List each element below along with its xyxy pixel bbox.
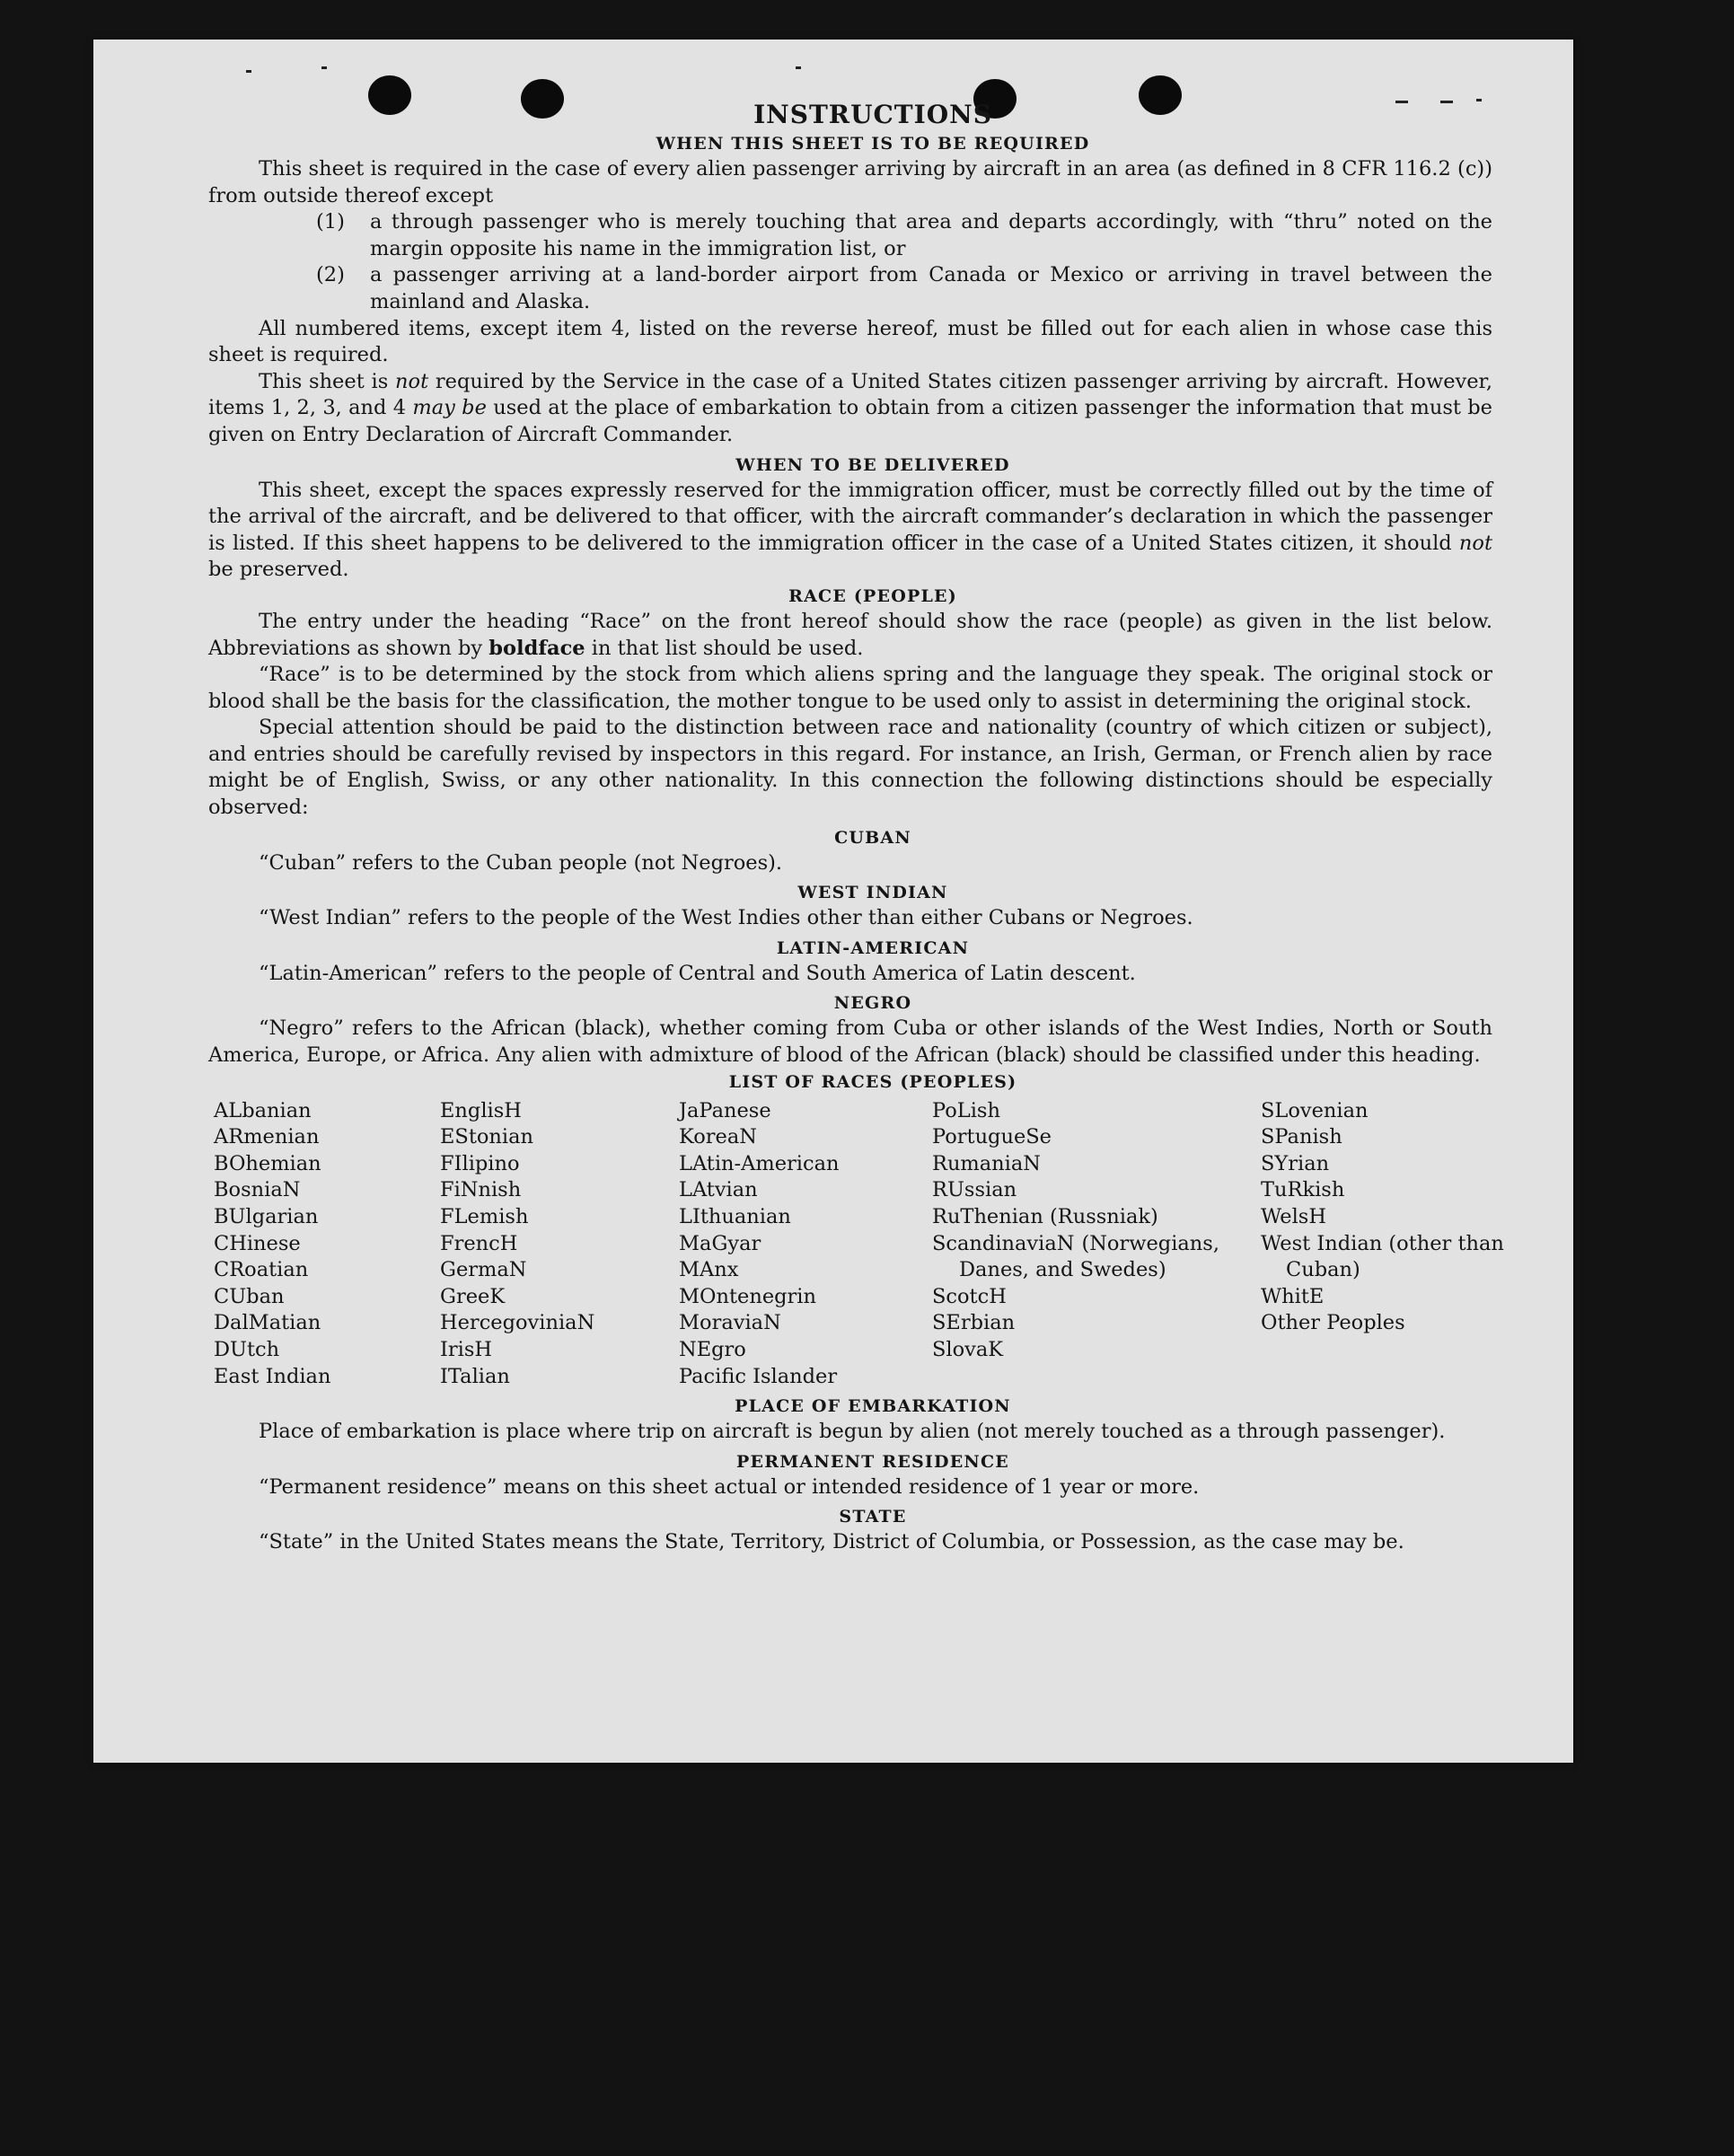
latin-american-text: “Latin-American” refers to the people of Central and South America of Latin descent. xyxy=(259,961,1136,985)
west-indian-text: “West Indian” refers to the people of the West Indies other than either Cubans or Negroes. xyxy=(259,906,1193,930)
required-intro: This sheet is required in the case of every alien passenger arriving by aircraft in an area (as defined in 8 CFR 116.2 (c)) from outside thereof except xyxy=(208,157,1492,207)
section-heading-west-indian: WEST INDIAN xyxy=(797,883,948,903)
races-column xyxy=(440,1098,679,1391)
race-item: WelsH xyxy=(1261,1205,1326,1228)
race-item: CUban xyxy=(214,1284,285,1308)
race-item: JaPanese xyxy=(679,1098,771,1122)
residence-text: “Permanent residence” means on this sheet actual or intended residence of 1 year or more. xyxy=(259,1474,1200,1499)
race-item: BUlgarian xyxy=(214,1205,319,1228)
speck xyxy=(796,66,801,69)
races-column xyxy=(932,1098,1223,1391)
races-column xyxy=(1261,1098,1504,1391)
exception-text: a through passenger who is merely touching that area and departs accordingly, with “thru” noted on the margin opposite his name in the immigration list, or xyxy=(370,210,1492,260)
race-item: EnglisH xyxy=(440,1098,522,1122)
required-para-items: All numbered items, except item 4, listed on the reverse hereof, must be filled out for each alien in whose case this sheet is required. xyxy=(208,316,1492,367)
race-item: RUssian xyxy=(932,1178,1017,1202)
race-item: SLovenian xyxy=(1261,1098,1369,1122)
state-text: “State” in the United States means the State, Territory, District of Columbia, or Possession, as the case may be. xyxy=(259,1530,1404,1554)
race-item: RuThenian (Russniak) xyxy=(932,1205,1158,1228)
race-item: WhitE xyxy=(1261,1284,1325,1308)
race-item: ScandinaviaN (Norwegians, Danes, and Swedes) xyxy=(932,1231,1219,1282)
race-item: MaGyar xyxy=(679,1231,761,1255)
race-item: FIlipino xyxy=(440,1151,520,1175)
races-column xyxy=(679,1098,932,1391)
race-item: FrencH xyxy=(440,1231,518,1255)
section-heading-list-of-races: LIST OF RACES (PEOPLES) xyxy=(728,1071,1017,1092)
race-para-entry: The entry under the heading “Race” on the front hereof should show the race (people) as given in the list below. Abbreviations as shown by boldface in that list should be used. xyxy=(208,609,1492,660)
document-sheet xyxy=(93,40,1573,1763)
race-item: KoreaN xyxy=(679,1125,757,1149)
section-heading-residence: PERMANENT RESIDENCE xyxy=(736,1451,1009,1472)
required-para-citizen: This sheet is not required by the Service in the case of a United States citizen passenger arriving by aircraft. However, items 1, 2, 3, and 4 may be used at the place of embarkation to obtain from a citizen passenger the information that must be given on Entry Declaration of Aircraft Commander. xyxy=(208,369,1492,446)
race-item: BosniaN xyxy=(214,1178,301,1202)
race-item: MOntenegrin xyxy=(679,1284,816,1308)
race-item: CHinese xyxy=(214,1231,301,1255)
race-item: PoLish xyxy=(932,1098,1000,1122)
race-item: TuRkish xyxy=(1261,1178,1345,1202)
race-item: Other Peoples xyxy=(1261,1311,1405,1335)
page-title: INSTRUCTIONS xyxy=(753,100,992,129)
section-heading-embarkation: PLACE OF EMBARKATION xyxy=(735,1396,1011,1417)
races-column xyxy=(214,1098,440,1391)
section-heading-cuban: CUBAN xyxy=(834,827,911,848)
race-item: ARmenian xyxy=(214,1125,320,1149)
race-item: NEgro xyxy=(679,1337,746,1361)
negro-text: “Negro” refers to the African (black), whether coming from Cuba or other islands of the West Indies, North or South America, Europe, or Africa. Any alien with admixture of blood of the African (black) should be classified under this heading. xyxy=(208,1016,1492,1068)
race-item: West Indian (other than Cuban) xyxy=(1261,1231,1504,1282)
race-item: SYrian xyxy=(1261,1151,1330,1175)
instructions-body xyxy=(208,99,1504,1556)
race-item: MoraviaN xyxy=(679,1311,781,1335)
embarkation-text: Place of embarkation is place where trip on aircraft is begun by alien (not merely touched as a through passenger). xyxy=(259,1420,1446,1444)
race-para-distinction: Special attention should be paid to the distinction between race and nationality (country of which citizen or subject), and entries should be carefully revised by inspectors in this regard. For instance, an Irish, German, or French alien by race might be of English, Swiss, or any other nationality. In this connection the following distinctions should be especially observed: xyxy=(208,716,1492,820)
race-item: SErbian xyxy=(932,1311,1016,1335)
race-item: CRoatian xyxy=(214,1258,309,1282)
race-item: DalMatian xyxy=(214,1311,321,1335)
race-item: RumaniaN xyxy=(932,1151,1041,1175)
exception-item xyxy=(316,209,1492,262)
race-item: DUtch xyxy=(214,1337,280,1361)
exception-text: a passenger arriving at a land-border airport from Canada or Mexico or arriving in travel between the mainland and Alaska. xyxy=(370,263,1492,313)
race-item: LAtin-American xyxy=(679,1151,840,1175)
cuban-text: “Cuban” refers to the Cuban people (not Negroes). xyxy=(259,850,783,875)
delivered-text: This sheet, except the spaces expressly reserved for the immigration officer, must be correctly filled out by the time of the arrival of the aircraft, and be delivered to that officer, with the aircraft commander’s declaration in which the passenger is listed. If this sheet happens to be delivered to the immigration officer in the case of a United States citizen, it should not be preserved. xyxy=(208,478,1492,582)
section-heading-race: RACE (PEOPLE) xyxy=(788,585,957,606)
section-heading-required: WHEN THIS SHEET IS TO BE REQUIRED xyxy=(656,134,1090,154)
speck xyxy=(246,70,251,73)
section-heading-latin-american: LATIN-AMERICAN xyxy=(776,937,970,958)
race-item: EStonian xyxy=(440,1125,534,1149)
race-item: IrisH xyxy=(440,1337,493,1361)
race-item: FLemish xyxy=(440,1205,529,1228)
race-item: Pacific Islander xyxy=(679,1364,838,1388)
race-item: LIthuanian xyxy=(679,1205,791,1228)
race-item: SPanish xyxy=(1261,1125,1342,1149)
race-item: HercegoviniaN xyxy=(440,1311,595,1335)
race-item: East Indian xyxy=(214,1364,331,1388)
exception-number: (2) xyxy=(316,263,345,287)
race-item: ITalian xyxy=(440,1364,510,1388)
race-item: LAtvian xyxy=(679,1178,758,1202)
section-heading-state: STATE xyxy=(839,1507,907,1527)
race-item: FiNnish xyxy=(440,1178,522,1202)
speck xyxy=(321,66,327,69)
race-item: PortugueSe xyxy=(932,1125,1052,1149)
race-item: ALbanian xyxy=(214,1098,312,1122)
race-item: GermaN xyxy=(440,1258,527,1282)
races-list xyxy=(208,1098,1504,1391)
race-item: GreeK xyxy=(440,1284,506,1308)
exception-number: (1) xyxy=(316,210,345,234)
race-para-stock: “Race” is to be determined by the stock from which aliens spring and the language they speak. The original stock or blood shall be the basis for the classification, the mother tongue to be used only to assist in determining the original stock. xyxy=(208,663,1492,713)
race-item: MAnx xyxy=(679,1258,739,1282)
race-item: ScotcH xyxy=(932,1284,1007,1308)
section-heading-negro: NEGRO xyxy=(833,993,912,1014)
race-item: BOhemian xyxy=(214,1151,321,1175)
exception-item xyxy=(316,262,1492,315)
race-item: SlovaK xyxy=(932,1337,1004,1361)
section-heading-delivered: WHEN TO BE DELIVERED xyxy=(735,454,1010,475)
